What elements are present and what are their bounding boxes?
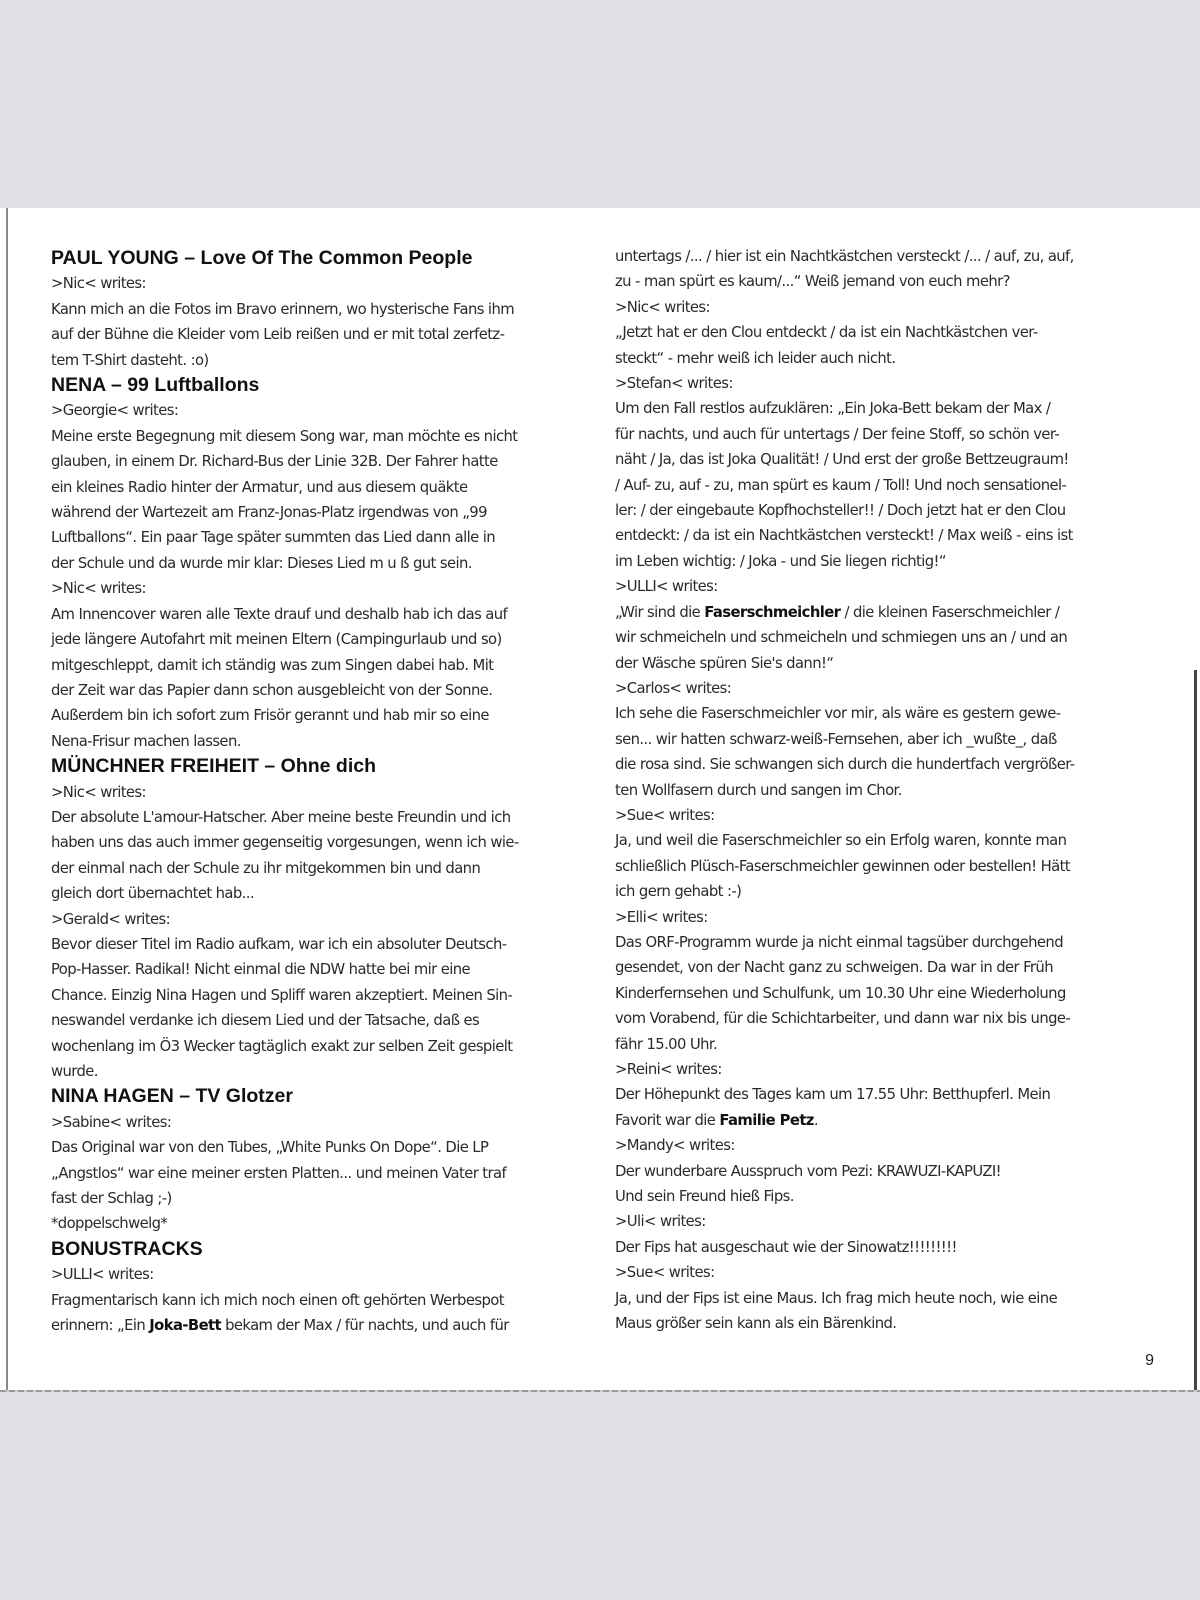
text-line: Meine erste Begegnung mit diesem Song war, man möchte es nicht xyxy=(51,427,518,445)
bold-brand-faserschmeichler: Faserschmeichler xyxy=(704,603,841,621)
text-line: Um den Fall restlos aufzuklären: „Ein Joka-Bett bekam der Max / xyxy=(615,400,1051,418)
section-title-paul-young: PAUL YOUNG – Love Of The Common People xyxy=(51,247,473,269)
text-line: Und sein Freund hieß Fips. xyxy=(615,1188,794,1206)
text-line: näht / Ja, das ist Joka Qualität! / Und erst der große Bettzeugraum! xyxy=(615,451,1069,469)
text-line: im Leben wichtig: / Joka - und Sie liegen richtig!“ xyxy=(615,552,946,570)
text-line: während der Wartezeit am Franz-Jonas-Platz irgendwas von „99 xyxy=(51,504,487,522)
text-line: ein kleines Radio hinter der Armatur, und aus diesem quäkte xyxy=(51,478,468,496)
writer-label: >Georgie< writes: xyxy=(51,402,179,420)
writer-label: >Gerald< writes: xyxy=(51,910,171,928)
text-line: Das ORF-Programm wurde ja nicht einmal tagsüber durchgehend xyxy=(615,933,1064,951)
text-line: Maus größer sein kann als ein Bärenkind. xyxy=(615,1315,897,1333)
text-fragment: bekam der Max / für nachts, und auch für xyxy=(220,1317,509,1335)
text-line: Chance. Einzig Nina Hagen und Spliff waren akzeptiert. Meinen Sin- xyxy=(51,986,513,1004)
text-line: wochenlang im Ö3 Wecker tagtäglich exakt zur selben Zeit gespielt xyxy=(51,1037,513,1055)
text-line: Ja, und weil die Faserschmeichler so ein Erfolg waren, konnte man xyxy=(615,832,1067,850)
text-line: auf der Bühne die Kleider vom Leib reißen und er mit total zerfetz- xyxy=(51,326,505,344)
text-line: der Wäsche spüren Sie's dann!“ xyxy=(615,654,834,672)
text-fragment: erinnern: „Ein xyxy=(51,1317,150,1335)
text-line: Nena-Frisur machen lassen. xyxy=(51,732,241,750)
text-line: der Schule und da wurde mir klar: Dieses Lied m u ß gut sein. xyxy=(51,554,472,572)
text-line: ler: / der eingebaute Kopfhochsteller!! / Doch jetzt hat er den Clou xyxy=(615,502,1066,520)
writer-label: >Sue< writes: xyxy=(615,1264,715,1282)
text-line: gleich dort übernachtet hab... xyxy=(51,885,254,903)
text-line: Kinderfernsehen und Schulfunk, um 10.30 Uhr eine Wiederholung xyxy=(615,984,1066,1002)
text-fragment: / die kleinen Faserschmeichler / xyxy=(840,603,1060,621)
bold-brand-joka-bett: Joka-Bett xyxy=(149,1317,221,1335)
page-number: 9 xyxy=(1145,1352,1154,1369)
text-line: Luftballons“. Ein paar Tage später summten das Lied dann alle in xyxy=(51,529,496,547)
text-line: Der absolute L'amour-Hatscher. Aber meine beste Freundin und ich xyxy=(51,808,511,826)
text-fragment: Favorit war die xyxy=(615,1111,720,1129)
text-line: haben uns das auch immer gegenseitig vorgesungen, wenn ich wie- xyxy=(51,834,519,852)
text-line: Pop-Hasser. Radikal! Nicht einmal die NDW hatte bei mir eine xyxy=(51,961,471,979)
text-line: wurde. xyxy=(51,1063,98,1080)
text-line: Der wunderbare Ausspruch vom Pezi: KRAWUZI-KAPUZI! xyxy=(615,1162,1001,1180)
text-line: „Angstlos“ war eine meiner ersten Platten... und meinen Vater traf xyxy=(51,1164,507,1182)
text-line: Außerdem bin ich sofort zum Frisör gerannt und hab mir so eine xyxy=(51,707,489,725)
text-line xyxy=(615,1108,1165,1133)
page-bottom-edge xyxy=(0,1390,1200,1392)
writer-label: >Stefan< writes: xyxy=(615,375,733,393)
text-line: steckt“ - mehr weiß ich leider auch nicht. xyxy=(615,349,896,367)
text-line: gesendet, von der Nacht ganz zu schweigen. Da war in der Früh xyxy=(615,959,1053,977)
text-line: Bevor dieser Titel im Radio aufkam, war ich ein absoluter Deutsch- xyxy=(51,935,507,953)
text-line: schließlich Plüsch-Faserschmeichler gewinnen oder bestellen! Hätt xyxy=(615,857,1070,875)
text-line: fähr 15.00 Uhr. xyxy=(615,1035,718,1053)
writer-label: >Sue< writes: xyxy=(615,806,715,824)
text-line xyxy=(51,1313,591,1338)
text-line: / Auf- zu, auf - zu, man spürt es kaum / Toll! Und noch sensationel- xyxy=(615,476,1067,494)
writer-label: >ULLI< writes: xyxy=(615,578,718,596)
writer-label: >ULLI< writes: xyxy=(51,1266,154,1284)
right-column xyxy=(615,244,1165,1336)
section-title-muenchner-freiheit: MÜNCHNER FREIHEIT – Ohne dich xyxy=(51,755,377,778)
text-line: zu - man spürt es kaum/...“ Weiß jemand von euch mehr? xyxy=(615,273,1010,291)
text-fragment: . xyxy=(813,1111,818,1129)
text-line: ich gern gehabt :-) xyxy=(615,883,742,901)
writer-label: >Nic< writes: xyxy=(51,783,146,801)
writer-label: >Sabine< writes: xyxy=(51,1113,172,1131)
text-line: „Jetzt hat er den Clou entdeckt / da ist ein Nachtkästchen ver- xyxy=(615,324,1038,342)
text-line: Fragmentarisch kann ich mich noch einen oft gehörten Werbespot xyxy=(51,1291,504,1309)
text-line: Kann mich an die Fotos im Bravo erinnern, wo hysterische Fans ihm xyxy=(51,300,515,318)
writer-label: >Mandy< writes: xyxy=(615,1137,735,1155)
text-line: Ich sehe die Faserschmeichler vor mir, als wäre es gestern gewe- xyxy=(615,705,1061,723)
booklet-page xyxy=(0,208,1200,1392)
section-title-nina-hagen: NINA HAGEN – TV Glotzer xyxy=(51,1085,293,1108)
text-line: tem T-Shirt dasteht. :o) xyxy=(51,351,209,369)
text-line: für nachts, und auch für untertags / Der feine Stoff, so schön ver- xyxy=(615,425,1060,443)
text-line: vom Vorabend, für die Schichtarbeiter, und dann war nix bis unge- xyxy=(615,1010,1071,1028)
text-line: Das Original war von den Tubes, „White Punks On Dope“. Die LP xyxy=(51,1139,489,1157)
writer-label: >Uli< writes: xyxy=(615,1213,706,1231)
text-fragment: „Wir sind die xyxy=(615,603,705,621)
text-line: der Zeit war das Papier dann schon ausgebleicht von der Sonne. xyxy=(51,681,493,699)
left-column xyxy=(51,246,591,1338)
text-line: neswandel verdanke ich diesem Lied und der Tatsache, daß es xyxy=(51,1012,480,1030)
text-line: *doppelschwelg* xyxy=(51,1215,168,1233)
text-line: Am Innencover waren alle Texte drauf und deshalb hab ich das auf xyxy=(51,605,508,623)
writer-label: >Reini< writes: xyxy=(615,1061,722,1078)
text-line: Ja, und der Fips ist eine Maus. Ich frag mich heute noch, wie eine xyxy=(615,1289,1058,1307)
page-left-edge xyxy=(6,208,8,1392)
text-line: entdeckt: / da ist ein Nachtkästchen versteckt! / Max weiß - eins ist xyxy=(615,527,1073,545)
writer-label: >Nic< writes: xyxy=(615,298,710,316)
writer-label: >Carlos< writes: xyxy=(615,679,732,697)
text-line: Der Fips hat ausgeschaut wie der Sinowatz!!!!!!!!! xyxy=(615,1238,957,1256)
section-title-nena: NENA – 99 Luftballons xyxy=(51,374,260,397)
text-line: wir schmeicheln und schmeicheln und schmiegen uns an / und an xyxy=(615,629,1068,647)
text-line: untertags /... / hier ist ein Nachtkästchen versteckt /... / auf, zu, auf, xyxy=(615,248,1074,265)
section-title-bonustracks: BONUSTRACKS xyxy=(51,1237,203,1260)
text-line: fast der Schlag ;-) xyxy=(51,1190,172,1208)
writer-label: >Nic< writes: xyxy=(51,275,146,293)
text-line xyxy=(615,600,1165,625)
text-line: mitgeschleppt, damit ich ständig was zum Singen dabei hab. Mit xyxy=(51,656,494,674)
text-line: ten Wollfasern durch und sangen im Chor. xyxy=(615,781,902,799)
bold-title-familie-petz: Familie Petz xyxy=(719,1111,814,1129)
text-line: Der Höhepunkt des Tages kam um 17.55 Uhr: Betthupferl. Mein xyxy=(615,1086,1051,1104)
page-right-edge xyxy=(1194,670,1197,1392)
writer-label: >Nic< writes: xyxy=(51,580,146,598)
text-line: die rosa sind. Sie schwangen sich durch die hundertfach vergrößer- xyxy=(615,756,1075,774)
text-line: jede längere Autofahrt mit meinen Eltern (Campingurlaub und so) xyxy=(51,631,502,649)
text-line: der einmal nach der Schule zu ihr mitgekommen bin und dann xyxy=(51,859,481,877)
writer-label: >Elli< writes: xyxy=(615,908,708,926)
text-line: sen... wir hatten schwarz-weiß-Fernsehen, aber ich _wußte_, daß xyxy=(615,730,1057,748)
text-line: glauben, in einem Dr. Richard-Bus der Linie 32B. Der Fahrer hatte xyxy=(51,453,498,471)
